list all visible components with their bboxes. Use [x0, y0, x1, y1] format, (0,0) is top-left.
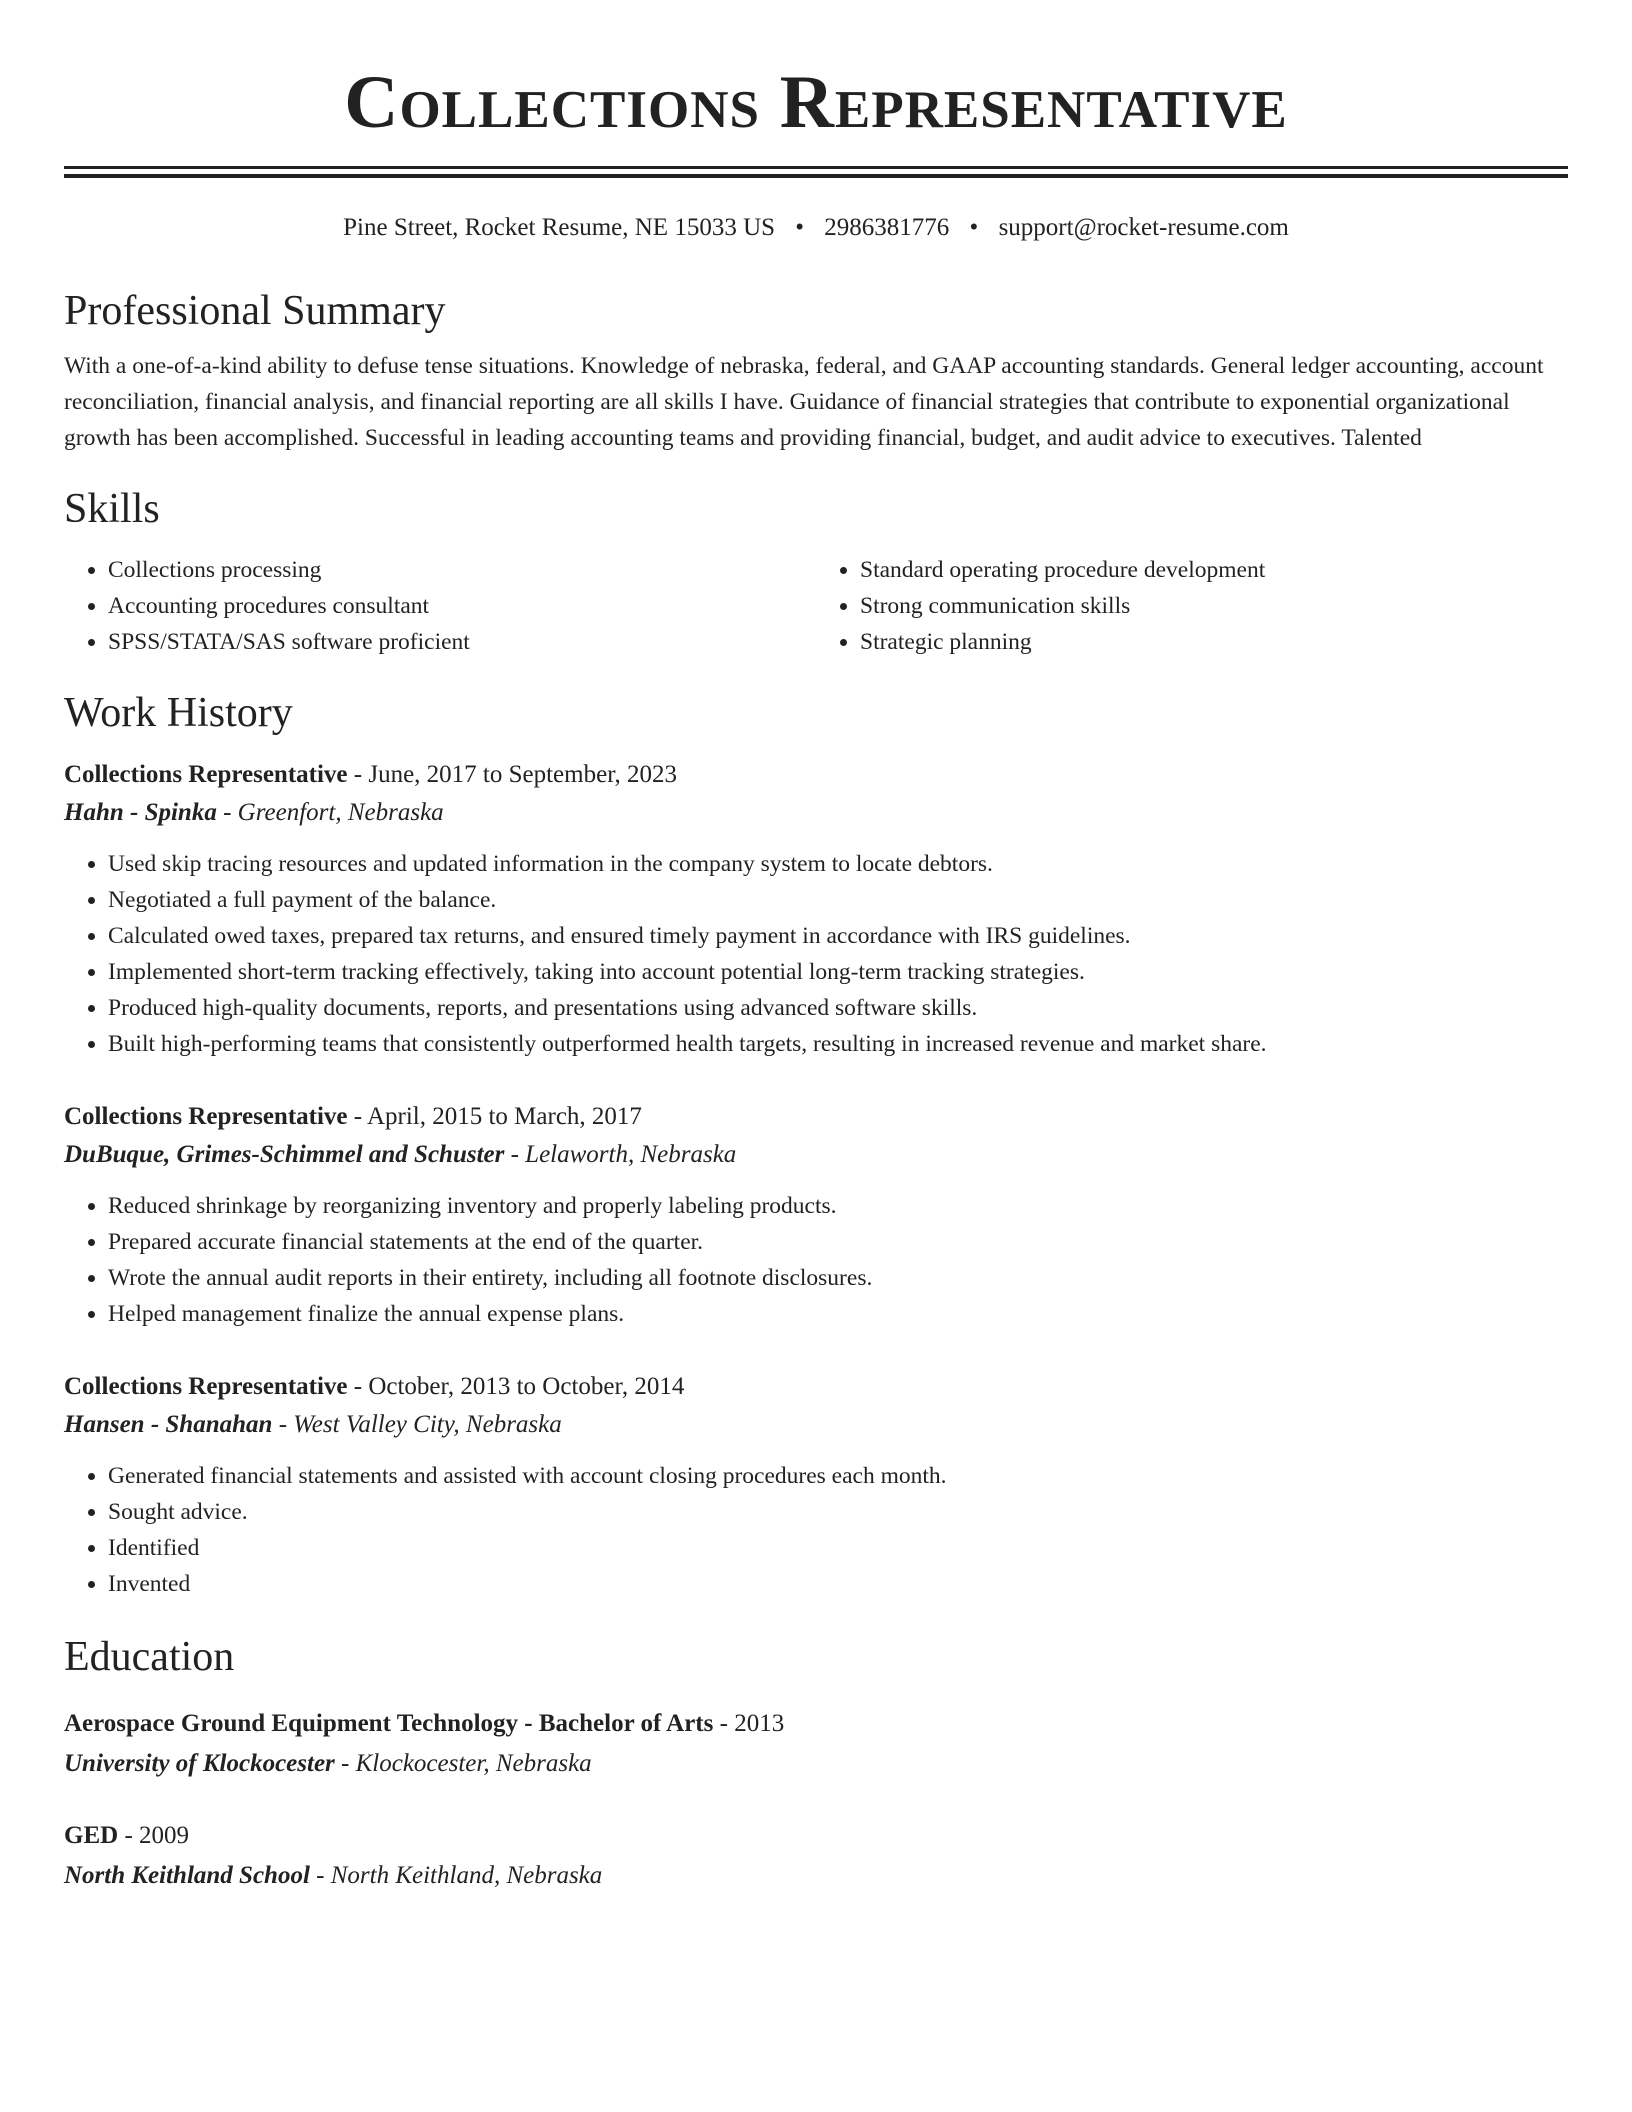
job-bullet: • Built high-performing teams that consistently outperformed health targets, resulting in increased revenue and market share. — [108, 1026, 1568, 1062]
skill-item: • Strong communication skills — [860, 588, 1568, 624]
job-dates: - April, 2015 to March, 2017 — [347, 1103, 642, 1130]
job-bullet: • Invented — [108, 1566, 1568, 1602]
skills-heading: Skills — [64, 486, 160, 532]
resume-title: Collections Representative — [344, 61, 1288, 144]
education-degree-line — [64, 1816, 1568, 1856]
job-title: Collections Representative — [64, 1373, 348, 1400]
job-dates: - June, 2017 to September, 2023 — [347, 761, 678, 788]
job-location: - Lelaworth, Nebraska — [504, 1141, 737, 1168]
job-bullet: • Helped management finalize the annual expense plans. — [108, 1296, 1568, 1332]
education-year: - 2009 — [118, 1822, 190, 1849]
education-entry — [64, 1816, 1568, 1896]
education-degree-line — [64, 1704, 1568, 1744]
job-company: Hansen - Shanahan — [64, 1411, 273, 1438]
education-degree: GED — [64, 1822, 119, 1849]
job-title-line — [64, 1368, 1568, 1406]
education-institution: North Keithland School — [64, 1862, 310, 1889]
contact-address: Pine Street, Rocket Resume, NE 15033 US — [343, 214, 776, 241]
job-company-line — [64, 1136, 1568, 1174]
job-bullet: • Prepared accurate financial statements at the end of the quarter. — [108, 1224, 1568, 1260]
contact-email: support@rocket-resume.com — [998, 214, 1289, 241]
job-entry — [64, 756, 1568, 1062]
job-bullet: • Generated financial statements and assisted with account closing procedures each month. — [108, 1458, 1568, 1494]
job-bullets — [64, 846, 1568, 1062]
skills-column-right — [816, 552, 1568, 660]
job-title: Collections Representative — [64, 761, 348, 788]
job-company-line — [64, 794, 1568, 832]
title-divider-top — [64, 166, 1568, 169]
education-degree: Aerospace Ground Equipment Technology - Bachelor of Arts — [64, 1710, 714, 1737]
job-bullets — [64, 1458, 1568, 1602]
job-company: Hahn - Spinka — [64, 799, 217, 826]
contact-separator: • — [969, 214, 979, 241]
job-entry — [64, 1098, 1568, 1332]
job-bullet: • Sought advice. — [108, 1494, 1568, 1530]
job-title-line — [64, 756, 1568, 794]
summary-text: With a one-of-a-kind ability to defuse tense situations. Knowledge of nebraska, federal, and GAAP accounting standards. General ledger accounting, account reconciliation, financial analysis, and financial reporting are all skills I have. Guidance of financial strategies that contribute to exponential organizational growth has been accomplished. Successful in leading accounting teams and providing financial, budget, and audit advice to executives. Talented — [64, 353, 1544, 451]
job-bullet: • Calculated owed taxes, prepared tax returns, and ensured timely payment in accordance with IRS guidelines. — [108, 918, 1568, 954]
skills-list — [64, 552, 1568, 660]
job-location: - Greenfort, Nebraska — [216, 799, 444, 826]
job-bullet: • Negotiated a full payment of the balance. — [108, 882, 1568, 918]
job-bullet: • Produced high-quality documents, reports, and presentations using advanced software skills. — [108, 990, 1568, 1026]
education-heading: Education — [64, 1634, 235, 1680]
job-bullet: • Reduced shrinkage by reorganizing inventory and properly labeling products. — [108, 1188, 1568, 1224]
job-bullet: • Used skip tracing resources and updated information in the company system to locate debtors. — [108, 846, 1568, 882]
summary-heading: Professional Summary — [64, 288, 446, 334]
skill-item: • Collections processing — [108, 552, 816, 588]
work-history-heading: Work History — [64, 690, 293, 736]
education-institution-line — [64, 1744, 1568, 1784]
skill-item: • Strategic planning — [860, 624, 1568, 660]
job-entry — [64, 1368, 1568, 1602]
job-dates: - October, 2013 to October, 2014 — [347, 1373, 685, 1400]
skill-item: • Accounting procedures consultant — [108, 588, 816, 624]
education-year: - 2013 — [713, 1710, 785, 1737]
title-divider-bottom — [64, 174, 1568, 178]
job-bullet: • Implemented short-term tracking effectively, taking into account potential long-term tracking strategies. — [108, 954, 1568, 990]
contact-phone: 2986381776 — [824, 214, 950, 241]
job-bullets — [64, 1188, 1568, 1332]
education-location: - North Keithland, Nebraska — [309, 1862, 603, 1889]
education-entry — [64, 1704, 1568, 1784]
job-bullet: • Identified — [108, 1530, 1568, 1566]
education-institution-line — [64, 1856, 1568, 1896]
job-location: - West Valley City, Nebraska — [272, 1411, 562, 1438]
job-title: Collections Representative — [64, 1103, 348, 1130]
skills-column-left — [64, 552, 816, 660]
contact-line — [64, 212, 1568, 244]
job-bullet: • Wrote the annual audit reports in their entirety, including all footnote disclosures. — [108, 1260, 1568, 1296]
contact-separator: • — [795, 214, 805, 241]
education-location: - Klockocester, Nebraska — [334, 1750, 592, 1777]
job-company-line — [64, 1406, 1568, 1444]
job-title-line — [64, 1098, 1568, 1136]
skill-item: • Standard operating procedure development — [860, 552, 1568, 588]
skill-item: • SPSS/STATA/SAS software proficient — [108, 624, 816, 660]
job-company: DuBuque, Grimes-Schimmel and Schuster — [64, 1141, 505, 1168]
education-institution: University of Klockocester — [64, 1750, 335, 1777]
